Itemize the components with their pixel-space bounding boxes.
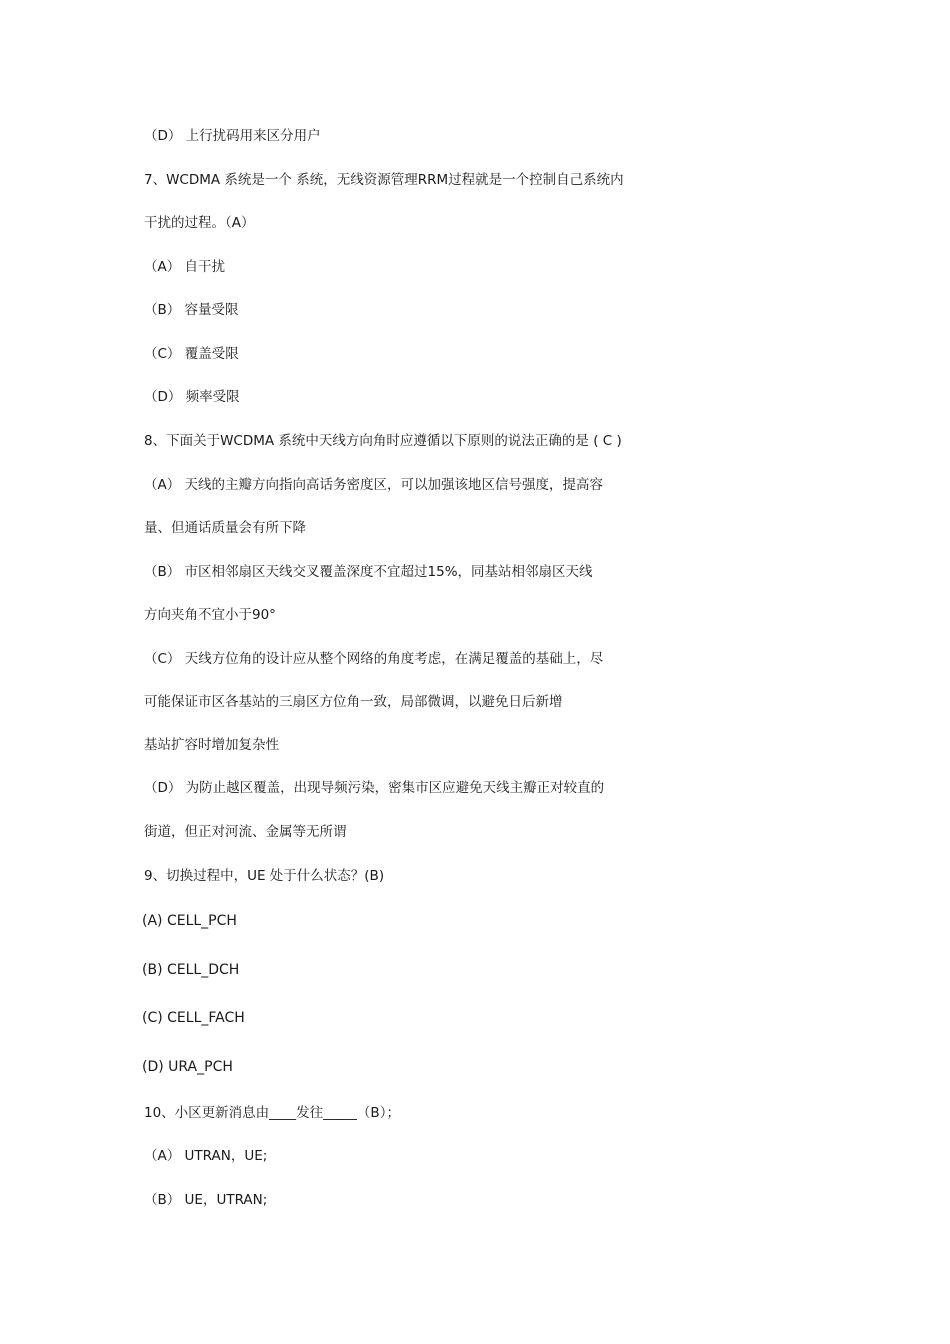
option-8d-line-2: 街道，但正对河流、金属等无所谓: [144, 824, 347, 840]
option-8b-line-2: 方向夹角不宜小于90°: [144, 607, 276, 623]
option-8d-line-1: （D） 为防止越区覆盖，出现导频污染，密集市区应避免天线主瓣正对较直的: [144, 780, 605, 796]
option-7b: （B） 容量受限: [144, 302, 239, 318]
option-7c: （C） 覆盖受限: [144, 346, 239, 362]
option-10a: （A） UTRAN，UE;: [144, 1148, 268, 1164]
question-10: 10、小区更新消息由____发往_____（B）；: [144, 1105, 400, 1121]
option-7d: （D） 频率受限: [144, 389, 240, 405]
option-6d: （D） 上行扰码用来区分用户: [144, 128, 321, 144]
option-8a-line-1: （A） 天线的主瓣方向指向高话务密度区，可以加强该地区信号强度，提高容: [144, 477, 604, 493]
option-10b: （B） UE，UTRAN;: [144, 1192, 268, 1208]
question-8: 8、下面关于WCDMA 系统中天线方向角时应遵循以下原则的说法正确的是 ( C ): [144, 433, 622, 449]
option-9b: (B) CELL_DCH: [142, 962, 240, 978]
question-7-line-1: 7、WCDMA 系统是一个 系统，无线资源管理RRM过程就是一个控制自己系统内: [144, 172, 624, 188]
question-7-line-2: 干扰的过程。（A）: [144, 215, 255, 231]
option-9c: (C) CELL_FACH: [142, 1010, 245, 1026]
question-9: 9、切换过程中，UE 处于什么状态？(B): [144, 868, 385, 884]
option-9d: (D) URA_PCH: [142, 1059, 233, 1075]
option-8a-line-2: 量、但通话质量会有所下降: [144, 520, 306, 536]
option-7a: （A） 自干扰: [144, 259, 226, 275]
option-8c-line-2: 可能保证市区各基站的三扇区方位角一致，局部微调，以避免日后新增: [144, 694, 563, 710]
option-8c-line-3: 基站扩容时增加复杂性: [144, 737, 279, 753]
option-8c-line-1: （C） 天线方位角的设计应从整个网络的角度考虑，在满足覆盖的基础上，尽: [144, 651, 604, 667]
option-8b-line-1: （B） 市区相邻扇区天线交叉覆盖深度不宜超过15%，同基站相邻扇区天线: [144, 564, 593, 580]
option-9a: (A) CELL_PCH: [142, 913, 237, 929]
